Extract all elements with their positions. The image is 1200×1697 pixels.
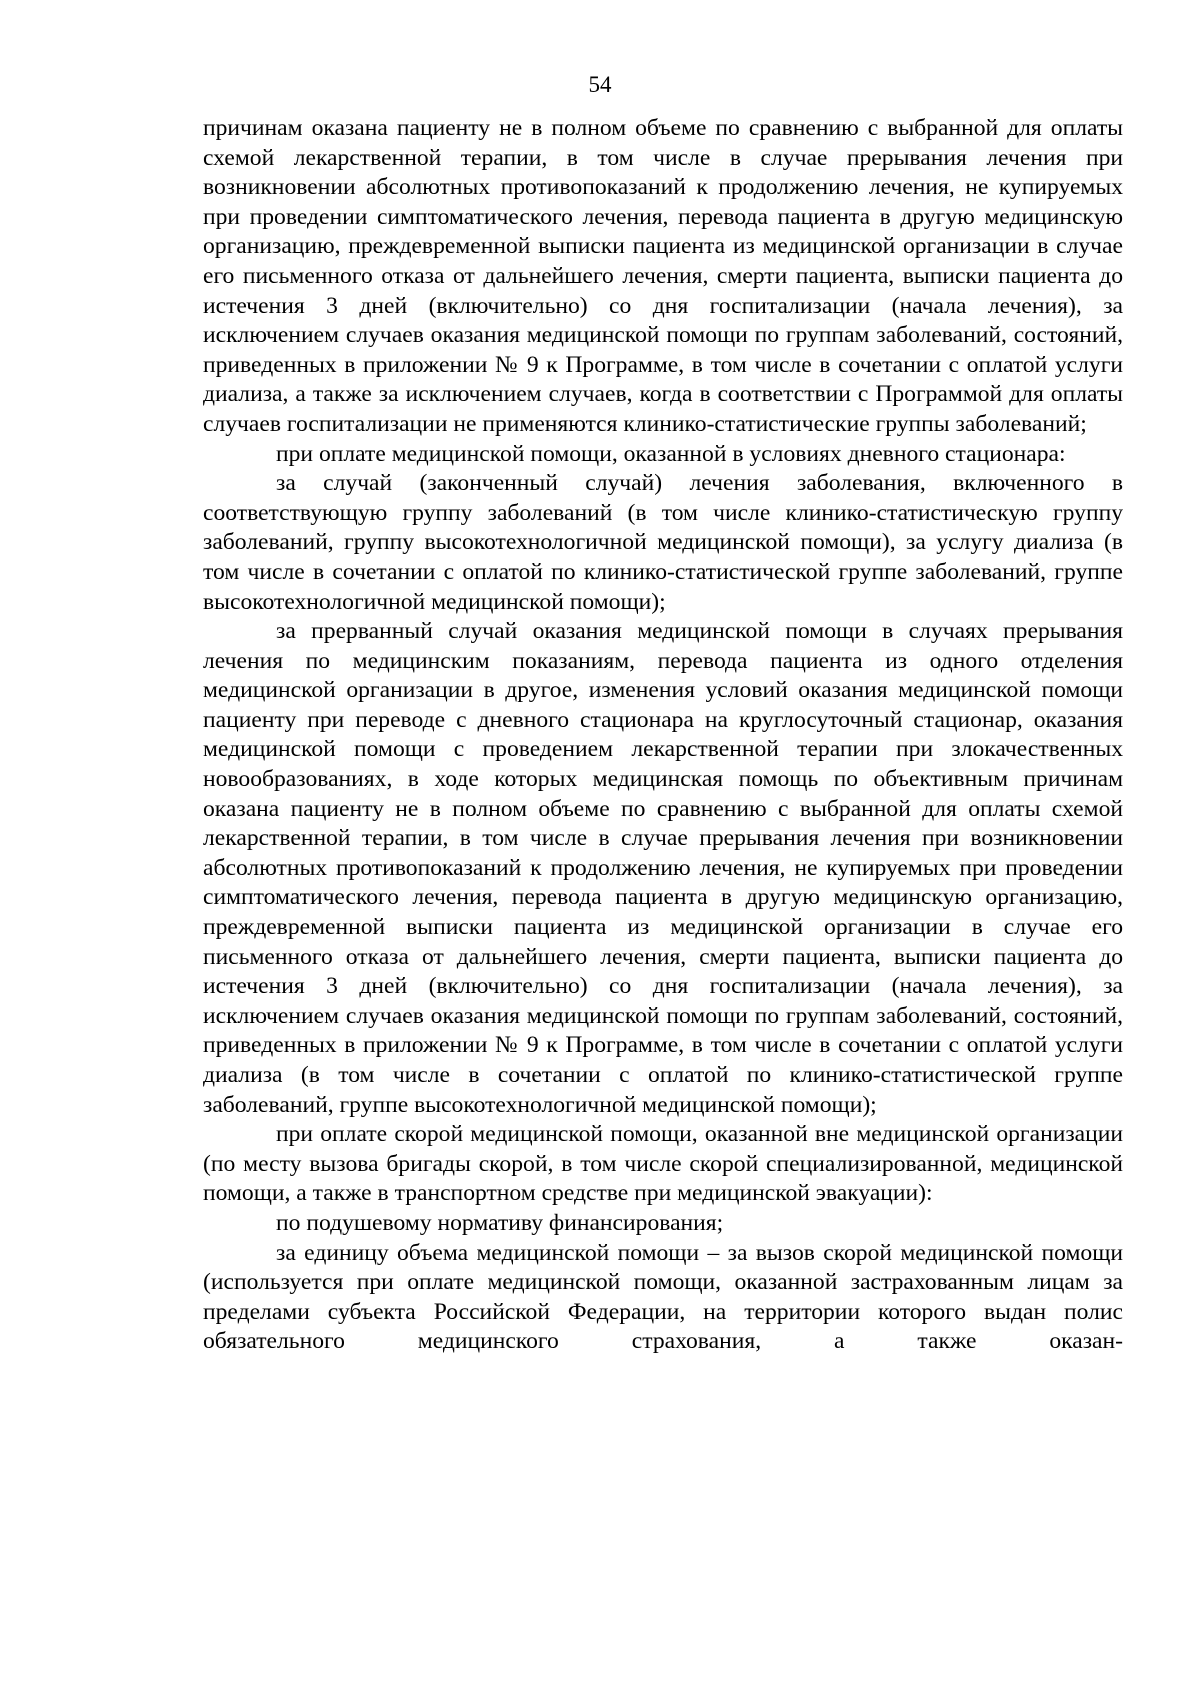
paragraph-5: при оплате скорой медицинской помощи, оказанной вне медицинской организации (по месту вызова бригады скорой, в том числе скорой специализированной, медицинской помощи, а также в транспортном средстве при медицинской эвакуации): bbox=[203, 1121, 1123, 1207]
page-number: 54 bbox=[588, 72, 612, 97]
paragraph-4: за прерванный случай оказания медицинской помощи в случаях прерывания лечения по медицинским показаниям, перевода пациента из одного отделения медицинской организации в другое, изменения условий оказания медицинской помощи пациенту при переводе с дневного стационара на круглосуточный стационар, оказания медицинской помощи с проведением лекарственной терапии при злокачественных новообразованиях, в ходе которых медицинская помощь по объективным причинам оказана пациенту не в полном объеме по сравнению с выбранной для оплаты схемой лекарственной терапии, в том числе в случае прерывания лечения при возникновении абсолютных противопоказаний к продолжению лечения, не купируемых при проведении симптоматического лечения, перевода пациента в другую медицинскую организацию, преждевременной выписки пациента из медицинской организации в случае его письменного отказа от дальнейшего лечения, смерти пациента, выписки пациента до истечения 3 дней (включительно) со дня госпитализации (начала лечения), за исключением случаев оказания медицинской помощи по группам заболеваний, состояний, приведенных в приложении № 9 к Программе, в том числе в сочетании с оплатой услуги диализа (в том числе в сочетании с оплатой по клинико-статистической группе заболеваний, группе высокотехнологичной медицинской помощи); bbox=[203, 618, 1123, 1118]
paragraph-1: причинам оказана пациенту не в полном объеме по сравнению с выбранной для оплаты схемой лекарственной терапии, в том числе в случае прерывания лечения при возникновении абсолютных противопоказаний к продолжению лечения, не купируемых при проведении симптоматического лечения, перевода пациента в другую медицинскую организацию, преждевременной выписки пациента из медицинской организации в случае его письменного отказа от дальнейшего лечения, смерти пациента, выписки пациента до истечения 3 дней (включительно) со дня госпитализации (начала лечения), за исключением случаев оказания медицинской помощи по группам заболеваний, состояний, приведенных в приложении № 9 к Программе, в том числе в сочетании с оплатой услуги диализа, а также за исключением случаев, когда в соответствии с Программой для оплаты случаев госпитализации не применяются клинико-статистические группы заболеваний; bbox=[203, 115, 1123, 437]
paragraph-3: за случай (законченный случай) лечения заболевания, включенного в соответствующую группу заболеваний (в том числе клинико-статистическую группу заболеваний, группу высокотехнологичной медицинской помощи), за услугу диализа (в том числе в сочетании с оплатой по клинико-статистической группе заболеваний, группе высокотехнологичной медицинской помощи); bbox=[203, 470, 1123, 615]
paragraph-6: по подушевому нормативу финансирования; bbox=[276, 1209, 724, 1236]
document-body bbox=[203, 114, 1123, 1357]
paragraph-7: за единицу объема медицинской помощи – за вызов скорой медицинской помощи (используется при оплате медицинской помощи, оказанной застрахованным лицам за пределами субъекта Российской Федерации, на территории которого выдан полис обязательного медицинского страхования, а также оказан- bbox=[203, 1239, 1123, 1355]
paragraph-2: при оплате медицинской помощи, оказанной в условиях дневного стационара: bbox=[276, 440, 1066, 467]
